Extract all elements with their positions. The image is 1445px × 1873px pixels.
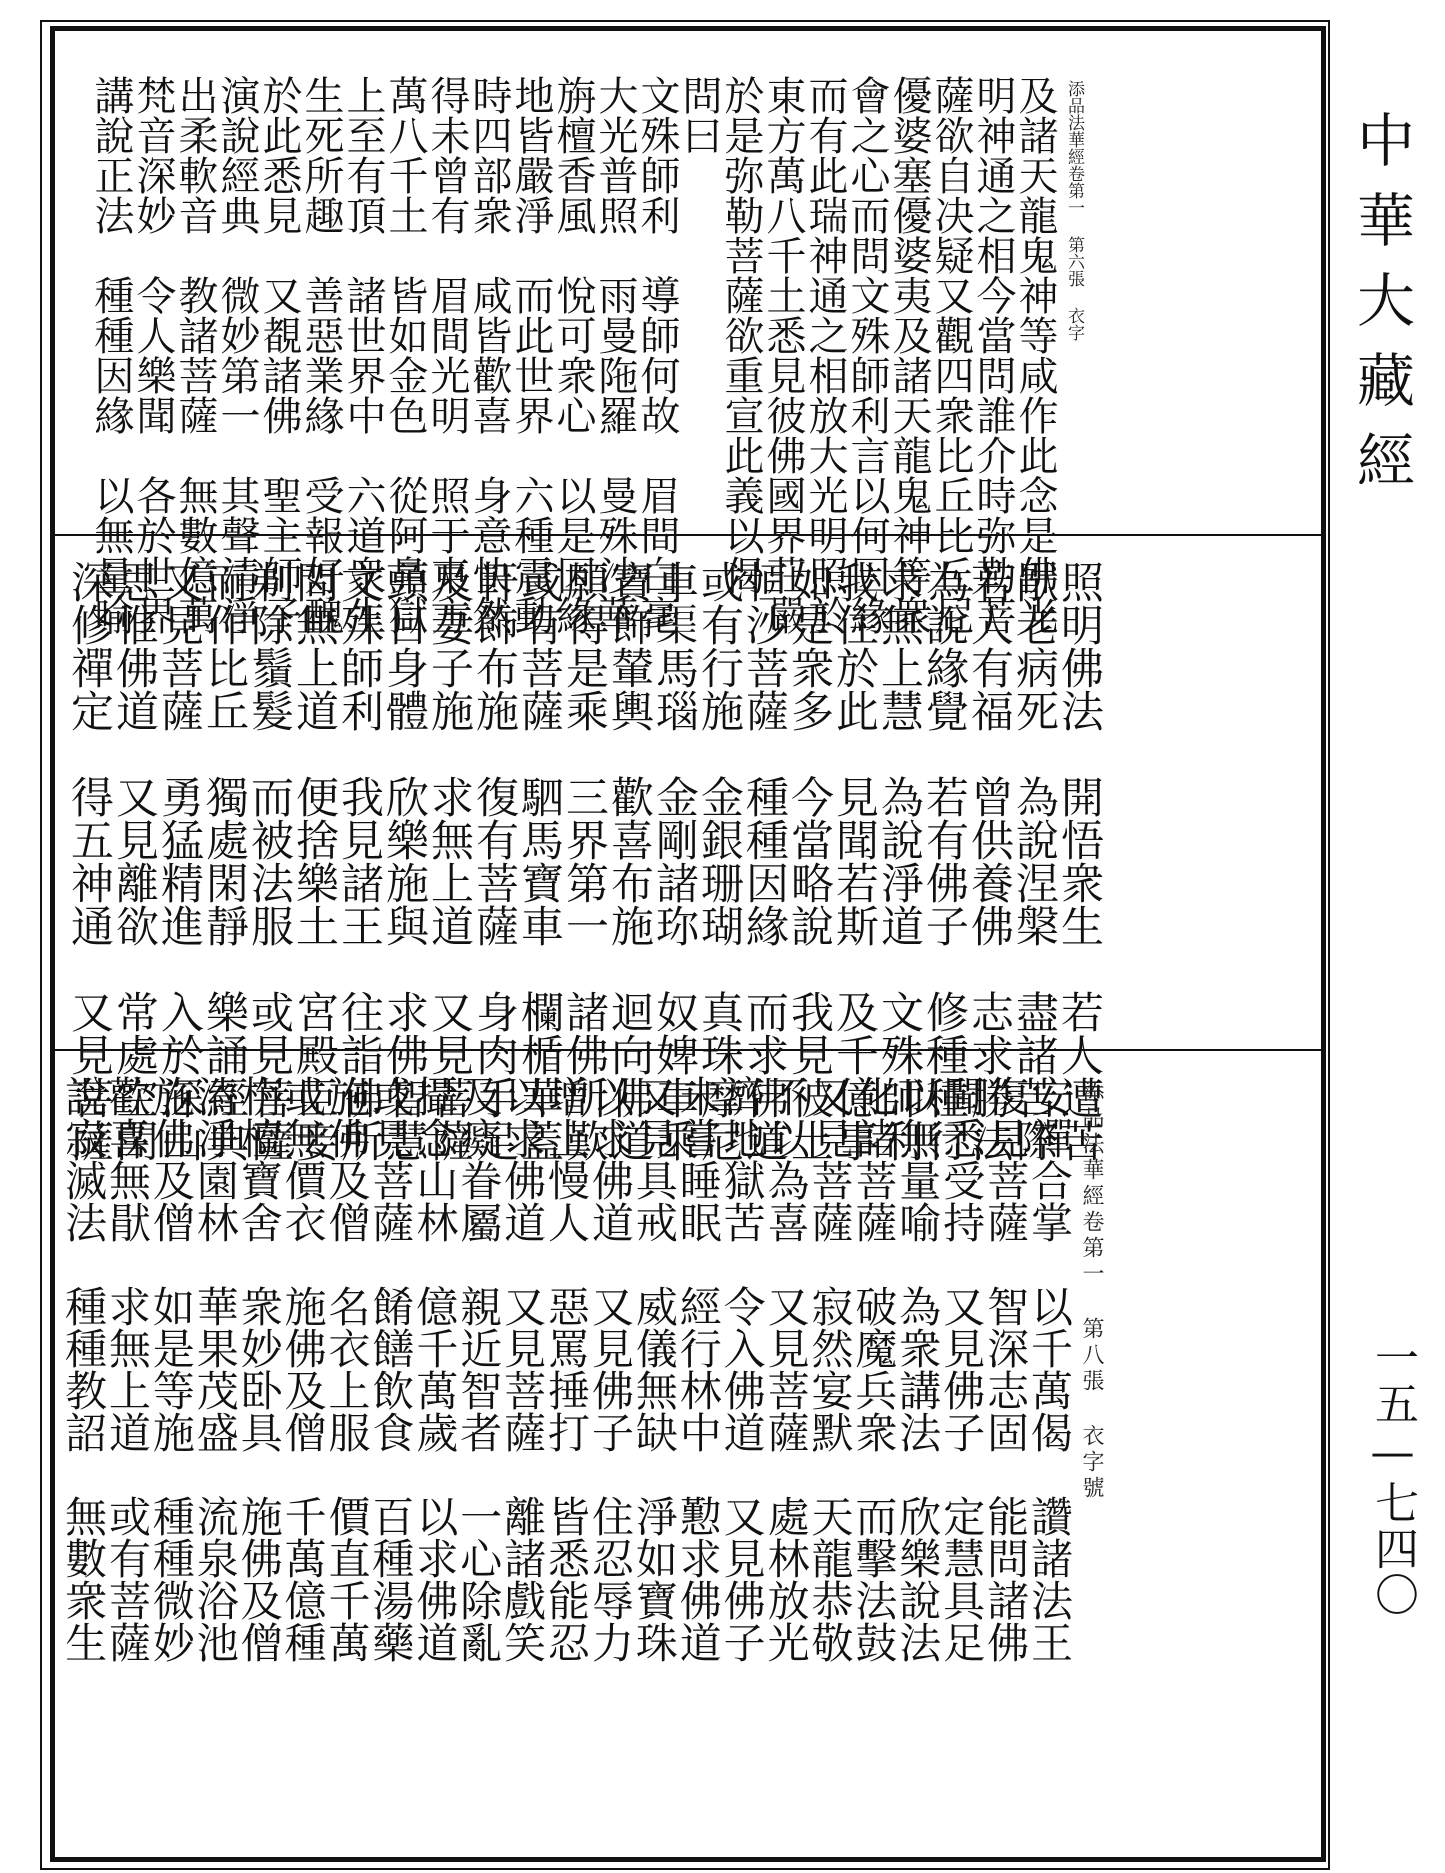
text-column: 於此悉見 又覩諸佛 聖主師子 xyxy=(256,75,302,635)
text-column: 而作比丘 獨處閑靜 樂誦經典 xyxy=(199,560,249,1162)
collection-title: 中華大藏經 xyxy=(1347,110,1415,510)
text-column: 演說經典 微妙第一 其聲清淨 xyxy=(214,75,260,635)
text-column: 或有行施 金銀珊瑚 真珠摩尼 xyxy=(694,560,744,1162)
text-column: 若人有福 曾供養佛 志求勝法 xyxy=(964,560,1014,1162)
text-column: 清淨園林 華果茂盛 流泉浴池 xyxy=(190,1075,240,1663)
text-column: 或有菩薩 駟馬寶車 欄楯華蓋 xyxy=(514,560,564,1162)
text-column: 攝念山林 億千萬歲 以求佛道 xyxy=(410,1075,460,1663)
text-column: 增上慢人 惡罵捶打 皆悉能忍 xyxy=(542,1075,592,1663)
text-column: 寶飾輦輿 歡喜布施 迴向佛道 xyxy=(604,560,654,1162)
text-column: 而有此瑞神通之相放大光明照於 xyxy=(802,75,848,635)
text-column: 剃除鬚髮 而被法服 或見菩薩 xyxy=(244,560,294,1162)
text-column: 或見菩薩 餚饍飲食 百種湯藥 xyxy=(366,1075,416,1663)
text-column: 車𤦲馬瑙 金剛諸珎 奴婢車乘 xyxy=(649,560,699,1162)
text-column: 旃檀香風 悅可衆心 以是因緣 xyxy=(550,75,596,635)
text-column: 又見具戒 威儀無缺 淨如寶珠 xyxy=(629,1075,679,1663)
text-column: 猒老病死 為說涅槃 盡諸苦際 xyxy=(1009,560,1059,1162)
text-column: 濟地獄苦 令入佛道 又見佛子 xyxy=(717,1075,767,1663)
text-column: 栴檀寶舍 衆妙卧具 施佛及僧 xyxy=(234,1075,284,1663)
text-column: 文殊師利 導師何故 眉間白毫 xyxy=(634,75,680,635)
text-column: 照明佛法 開悟衆生 若人遭苦 xyxy=(1054,560,1104,1162)
text-column: 施佛及僧 名衣上服 價直千萬 xyxy=(322,1075,372,1663)
text-column: 願得是乘 三界第一 諸佛所歎 xyxy=(559,560,609,1162)
text-column: 不以為喜 又見菩薩 處林放光 xyxy=(761,1075,811,1663)
text-panel-1 xyxy=(85,75,1058,635)
text-column: 問曰 xyxy=(676,75,722,155)
text-column: 以無量喻 為衆講法 欣樂說法 xyxy=(893,1075,943,1663)
text-column: 得未曾有 眉間光明 照于東方 xyxy=(424,75,470,635)
text-column: 地皆嚴淨 而此世界 六種震動 xyxy=(508,75,554,635)
margin-note-panel-1: 添品法華經卷第一 第六張 衣字 xyxy=(1064,80,1084,341)
text-column: 說寂滅法 種種教詔 無數衆生 xyxy=(59,1075,109,1663)
text-column: 及妻子施 求無上道 又見菩薩 xyxy=(424,560,474,1162)
text-column: 會之心而問文殊師利言以何因緣 xyxy=(844,75,890,635)
text-column: 生死所趣 善惡業緣 受報好醜 xyxy=(298,75,344,635)
page-number: 一五—七四〇 xyxy=(1367,1335,1418,1618)
text-column: 歡喜無猒 求無上道 或有菩薩 xyxy=(102,1075,152,1663)
text-column: 如是衆多 今當略說 我見彼土 xyxy=(784,560,834,1162)
text-column: 頭目身體 欣樂施與 求佛智慧 xyxy=(379,560,429,1162)
text-column: 我住於此 見聞若斯 及千億事 xyxy=(829,560,879,1162)
text-column: 安禪合掌 以千萬偈 讚諸法王 xyxy=(1025,1075,1074,1663)
text-column: 問無上道 便捨樂土 宮殿臣妾 xyxy=(289,560,339,1162)
margin-note-panel-3: 添品法華經卷第一 第八張 衣字號 xyxy=(1079,1080,1104,1502)
text-column: 以求佛道 又見菩薩 離諸戲笑 xyxy=(498,1075,548,1663)
text-column: 軒飾布施 復有菩薩 身肉手足 xyxy=(469,560,519,1162)
text-column: 上至有頂 諸世界中 六道衆生 xyxy=(340,75,386,635)
text-column: 思惟佛道 又見離欲 常處空閑 xyxy=(109,560,159,1162)
text-column: 為說緣覺 若有佛子 修種種行 xyxy=(919,560,969,1162)
text-column: 或無價衣 施佛及僧 千萬億種 xyxy=(278,1075,328,1663)
text-column: 梵音深妙 令人樂聞 各於世界 xyxy=(130,75,176,635)
text-column: 未嘗睡眠 經行林中 懃求佛道 xyxy=(673,1075,723,1663)
text-panel-3 xyxy=(59,1075,1074,1835)
text-column: 以求佛道 又見佛子 住忍辱力 xyxy=(585,1075,635,1663)
text-column: 萬八千土 皆如金色 從阿鼻獄 xyxy=(382,75,428,635)
text-column: 深修禪定 得五神通 又見菩薩 xyxy=(64,560,114,1162)
text-column: 於是弥勒菩薩欲重宣此義以偈 xyxy=(718,75,764,595)
text-column: 化諸菩薩 破魔兵衆 而擊法鼓 xyxy=(849,1075,899,1663)
text-column: 明神通之相今當問誰介時弥勒菩 xyxy=(970,75,1016,635)
text-column: 施佛及僧 如是等施 種種微妙 xyxy=(146,1075,196,1663)
text-column: 及癡眷屬 親近智者 一心除亂 xyxy=(454,1075,504,1663)
text-column: 講說正法 種種因緣 以無量喻 xyxy=(88,75,134,635)
text-column: 優婆塞優婆夷及諸天龍鬼神等衆 xyxy=(886,75,932,635)
text-column: 又見菩薩 寂然宴默 天龍恭敬 xyxy=(805,1075,855,1663)
text-column: 大光普照 雨曼陁羅 曼殊沙華 xyxy=(592,75,638,635)
text-column: 時四部衆 咸皆歡喜 身意快然 xyxy=(466,75,512,635)
text-column: 又見菩薩 勇猛精進 入於深山 xyxy=(154,560,204,1162)
text-column: 文殊師利 我見諸王 往詣佛所 xyxy=(334,560,384,1162)
text-panel-2 xyxy=(60,560,1104,1162)
text-column: 聞悉受持 又見佛子 定慧具足 xyxy=(937,1075,987,1663)
text-column: 薩欲自决疑又觀四衆比丘比丘尼 xyxy=(928,75,974,635)
text-column: 復見菩薩 智深志固 能問諸佛 xyxy=(981,1075,1031,1663)
text-column: 求無上慧 為說淨道 文殊師利 xyxy=(874,560,924,1162)
text-column: 出柔軟音 教諸菩薩 無數億萬 xyxy=(172,75,218,635)
text-column: 及諸天龍鬼神等咸作此念是佛光 xyxy=(1012,75,1058,635)
text-column: 東方萬八千土悉見彼佛國界莊嚴 xyxy=(760,75,806,635)
text-column: 恒沙菩薩 種種因緣 而求佛道 xyxy=(739,560,789,1162)
